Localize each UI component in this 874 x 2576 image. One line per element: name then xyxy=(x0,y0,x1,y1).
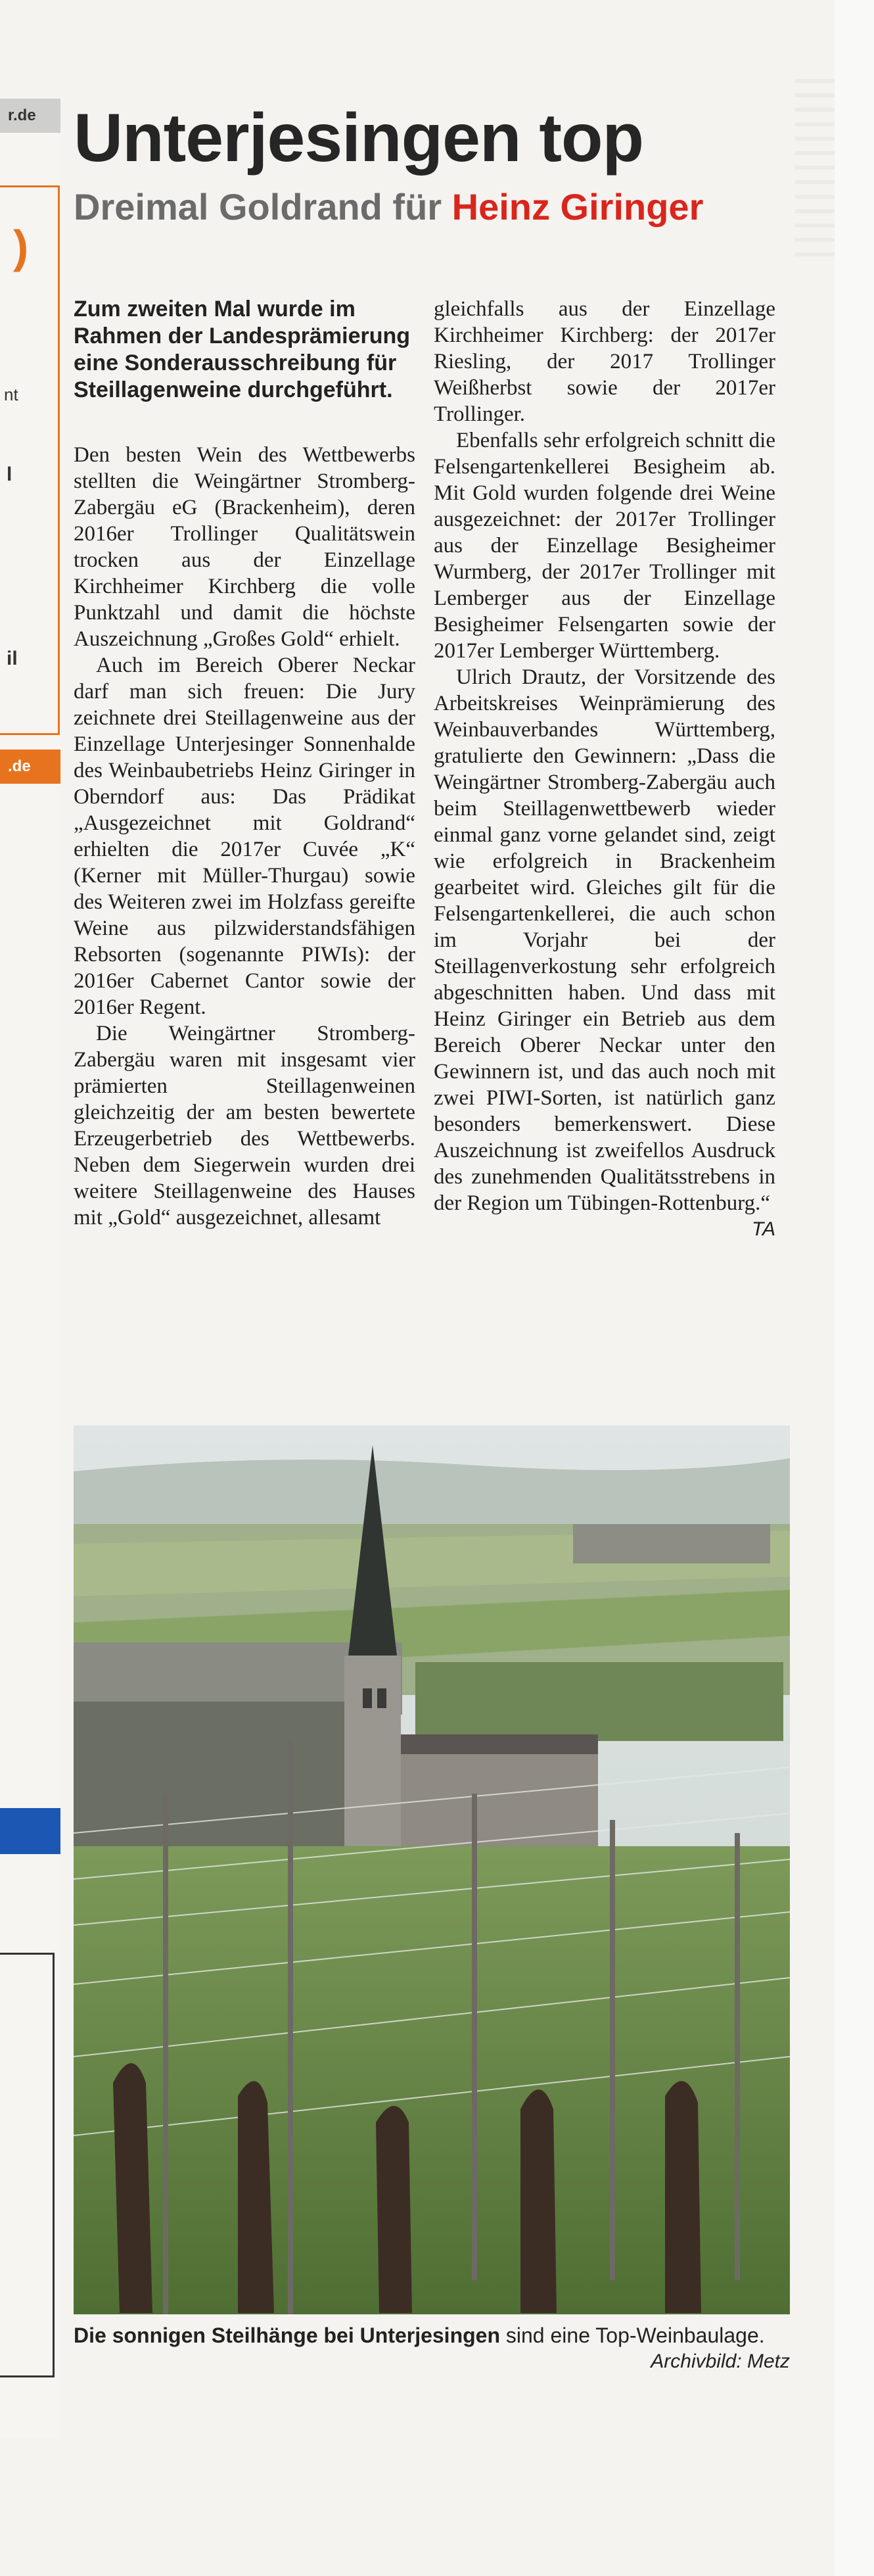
column-left xyxy=(74,296,415,1231)
neighbor-fragment: l xyxy=(7,464,12,485)
body-paragraph: gleichfalls aus der Einzellage Kirchheimer Kirchberg: der 2017er Riesling, der 2017 Trollinger Weißherbst sowie der 2017er Trollinger. xyxy=(434,297,775,426)
vineyard-church-image xyxy=(74,1425,790,2314)
body-paragraph: Ebenfalls sehr erfolgreich schnitt die Felsengartenkellerei Besigheim ab. Mit Gold wurden folgende drei Weine ausgezeichnet: der 2017er Trollinger aus der Einzellage Besigheimer Wurmberg, der 2017er Trollinger mit Lemberger aus der Einzellage Besigheimer Felsengarten sowie der 2017er Lemberger Württemberg. xyxy=(434,429,775,663)
neighbor-fragment: nt xyxy=(4,385,18,404)
article-columns xyxy=(74,296,790,1499)
article-photo xyxy=(74,1425,790,2314)
caption-text: sind eine Top-Weinbaulage. xyxy=(500,2324,765,2347)
article xyxy=(74,99,790,1240)
scan-edge xyxy=(835,0,874,2576)
author-signature: TA xyxy=(751,1218,775,1240)
neighbor-blue-bar xyxy=(0,1808,60,1854)
neighbor-orange-box xyxy=(0,185,60,735)
headline: Unterjesingen top xyxy=(74,100,644,176)
body-paragraph: Ulrich Drautz, der Vorsitzende des Arbeitskreises Weinprämierung des Weinbauverbandes Württemberg, gratulierte den Gewinnern: „Dass die Weingärtner Stromberg-Zabergäu auch beim Steillagenwettbewerb wieder einmal ganz vorne gelandet sind, zeigt wie erfolgreich in Brackenheim gearbeitet wird. Gleiches gilt für die Felsengartenkellerei, die auch schon im Vorjahr bei der Steillagenverkostung sehr erfolgreich abgeschnitten haben. Und dass mit Heinz Giringer ein Betrieb aus dem Bereich Oberer Neckar unter den Gewinnern ist, und das auch noch mit zwei PIWI-Sorten, ist natürlich ganz besonders bemerkenswert. Diese Auszeichnung ist zweifellos Ausdruck des zunehmenden Qualitätsstrebens in der Region um Tübingen-Rottenburg.“ xyxy=(434,665,775,1215)
neighbor-url-tag-orange: .de xyxy=(0,750,60,784)
neighbor-fragment: il xyxy=(7,648,18,669)
photo-caption xyxy=(74,2322,790,2375)
body-paragraph: Die Weingärtner Stromberg-Zabergäu waren mit insgesamt vier prämierten Steillagenweinen gleichzeitig der am besten bewertete Erzeugerbetrieb des Wettbewerbs. Neben dem Siegerwein wurden drei weitere Steillagenweine des Hauses mit „Gold“ ausgezeichnet, allesamt xyxy=(74,1022,415,1229)
photo-credit: Archivbild: Metz xyxy=(651,2350,790,2372)
neighbor-glyph: ) xyxy=(13,221,29,272)
caption-bold: Die sonnigen Steilhänge bei Unterjesingen xyxy=(74,2324,500,2347)
subhead-accent: Heinz Giringer xyxy=(451,186,704,227)
lead-paragraph: Zum zweiten Mal wurde im Rahmen der Landesprämierung eine Sonderausschreibung für Steillagenweine durchgeführt. xyxy=(74,297,411,402)
bleed-through-text xyxy=(795,79,835,263)
column-right xyxy=(434,296,775,1243)
subheadline xyxy=(74,185,790,229)
neighbor-column-strip xyxy=(0,99,60,2439)
subhead-main: Dreimal Goldrand für xyxy=(74,186,452,227)
neighbor-frame xyxy=(0,1953,55,2377)
body-paragraph: Auch im Bereich Oberer Neckar darf man sich freuen: Die Jury zeichnete drei Steillagenweine aus der Einzellage Unterjesinger Sonnenhalde des Weinbaubetriebs Heinz Giringer in Oberndorf aus: Das Prädikat „Ausgezeichnet mit Goldrand“ erhielten die 2017er Cuvée „K“ (Kerner mit Müller-Thurgau) sowie des Weiteren zwei im Holzfass gereifte Weine aus pilzwiderstandsfähigen Rebsorten (sogenannte PIWIs): der 2016er Cabernet Cantor sowie der 2016er Regent. xyxy=(74,654,415,1019)
neighbor-url-tag: r.de xyxy=(0,99,60,133)
body-paragraph: Den besten Wein des Wettbewerbs stellten die Weingärtner Stromberg-Zabergäu eG (Brackenheim), deren 2016er Trollinger Qualitätswein trocken aus der Einzellage Kirchheimer Kirchberg die volle Punktzahl und damit die höchste Auszeichnung „Großes Gold“ erhielt. xyxy=(74,443,415,651)
